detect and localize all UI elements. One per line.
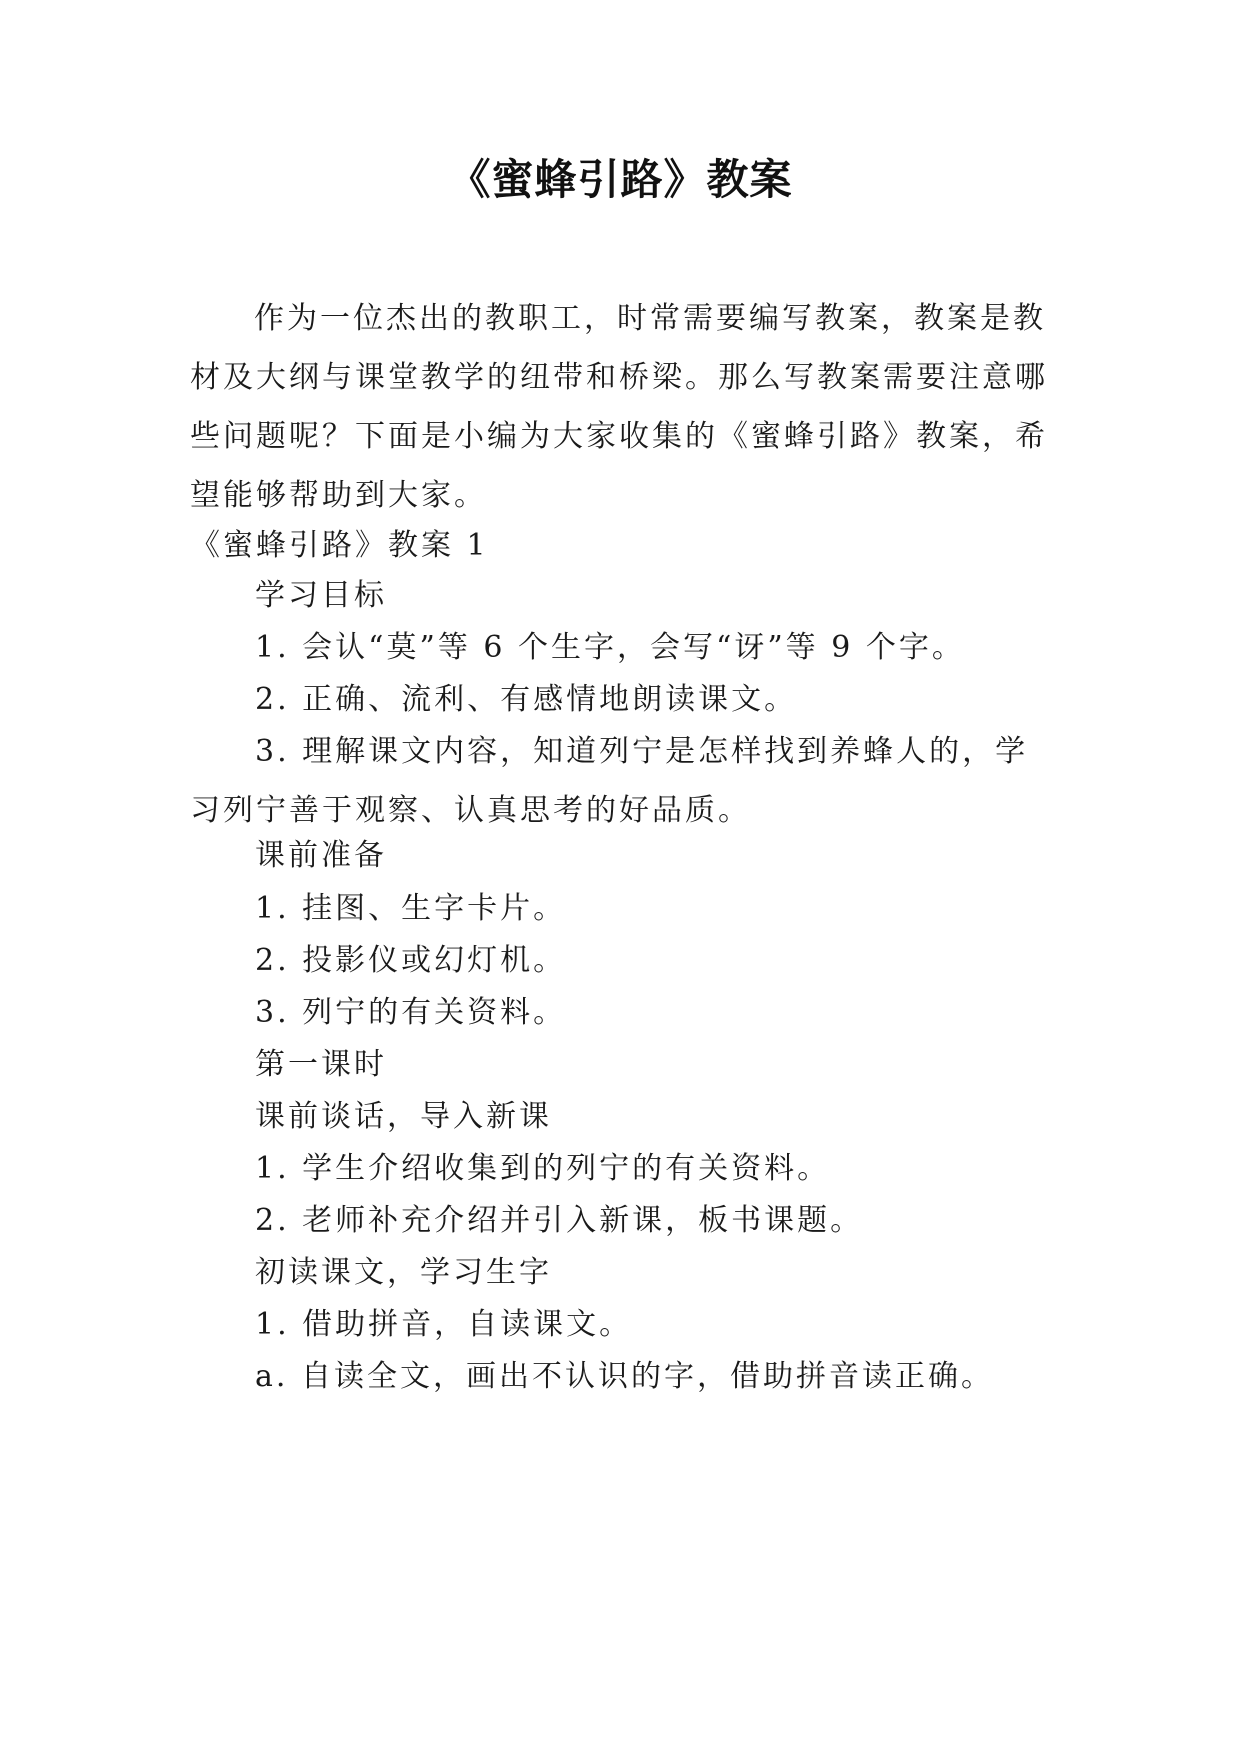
document-title: 《蜜蜂引路》教案 [448,155,793,204]
part1-item-1: 1. 学生介绍收集到的列宁的有关资料。 [255,1151,831,1186]
part1-item-2: 2. 老师补充介绍并引入新课，板书课题。 [255,1203,864,1238]
prep-item-2: 2. 投影仪或幻灯机。 [255,943,567,978]
goal-item-2: 2. 正确、流利、有感情地朗读课文。 [255,682,798,717]
goal-item-1: 1. 会认“莫”等 6 个生字，会写“讶”等 9 个字。 [255,630,965,665]
goals-heading: 学习目标 [255,578,387,613]
prep-heading: 课前准备 [255,838,387,873]
intro-paragraph: 作为一位杰出的教职工，时常需要编写教案，教案是教材及大纲与课堂教学的纽带和桥梁。那么写教案需要注意哪些问题呢？下面是小编为大家收集的《蜜蜂引路》教案，希望能够帮助到大家。 [190,301,1048,513]
part2-item-1: 1. 借助拼音，自读课文。 [255,1307,633,1342]
part1-heading: 课前谈话，导入新课 [255,1099,552,1134]
prep-item-1: 1. 挂图、生字卡片。 [255,891,567,926]
lesson-heading: 第一课时 [255,1047,387,1082]
part2-item-a: a. 自读全文，画出不认识的字，借助拼音读正确。 [255,1359,994,1394]
goal-item-3: 3. 理解课文内容，知道列宁是怎样找到养蜂人的，学习列宁善于观察、认真思考的好品质。 [190,734,1029,828]
prep-item-3: 3. 列宁的有关资料。 [255,995,567,1030]
section-heading: 《蜜蜂引路》教案 1 [190,528,489,563]
part2-heading: 初读课文，学习生字 [255,1255,552,1290]
